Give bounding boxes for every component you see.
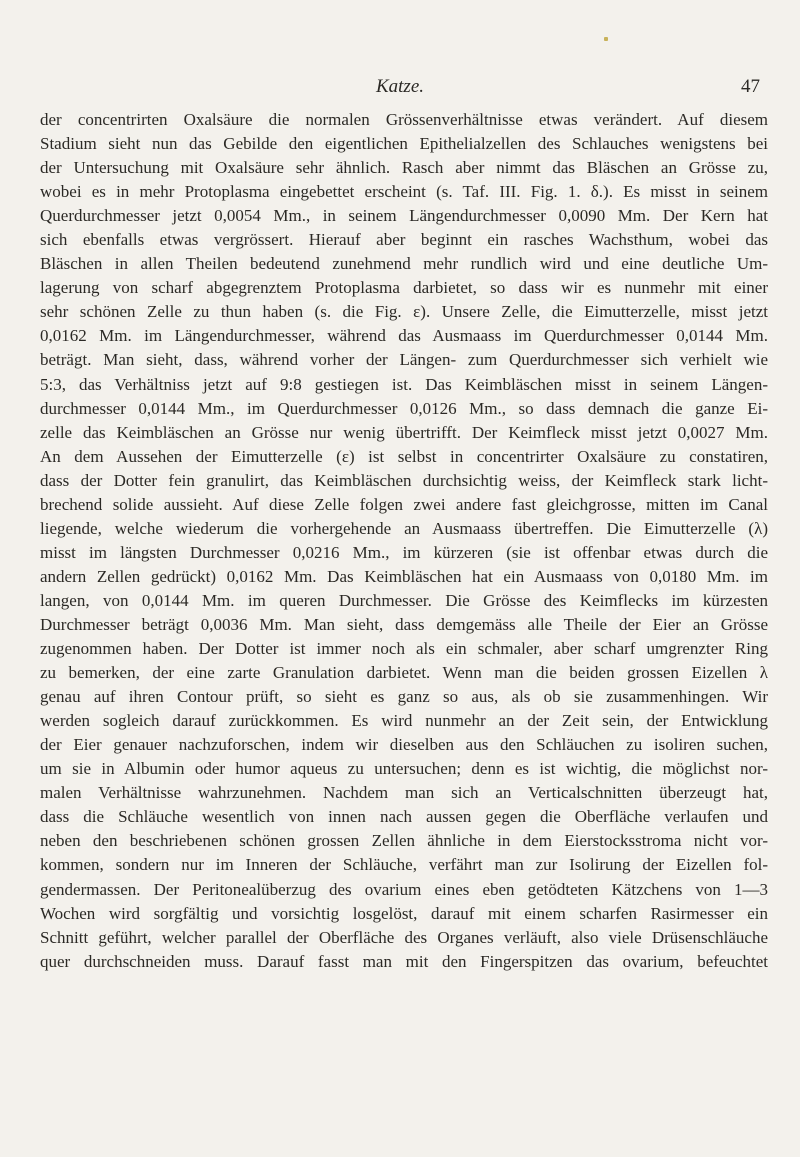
page-title: Katze. <box>375 76 425 97</box>
text-line: Schnitt geführt, welcher parallel der Oberfläche des Organes verläuft, also viele Drüsenschläuche <box>40 927 768 947</box>
text-line: beträgt. Man sieht, dass, während vorher der Längen- zum Querdurchmesser sich verhielt wie <box>40 350 768 370</box>
text-line: sich ebenfalls etwas vergrössert. Hierauf aber beginnt ein rasches Wachsthum, wobei das <box>40 230 768 250</box>
text-line: neben den beschriebenen schönen grossen Zellen ähnliche in dem Eierstocksstroma nicht vor- <box>40 831 768 851</box>
text-line: dass die Schläuche wesentlich von innen nach aussen gegen die Oberfläche verlaufen und <box>40 807 768 827</box>
text-line: zu bemerken, der eine zarte Granulation darbietet. Wenn man die beiden grossen Eizellen λ <box>40 663 768 683</box>
text-line: der concentrirten Oxalsäure die normalen Grössenverhältnisse etwas verändert. Auf diesem <box>40 110 768 129</box>
text-line: wobei es in mehr Protoplasma eingebettet erscheint (s. Taf. III. Fig. 1. δ.). Es misst in seinem <box>40 182 768 202</box>
running-head <box>40 76 760 102</box>
text-line: kommen, sondern nur im Inneren der Schläuche, verfährt man zur Isolirung der Eizellen fol- <box>40 855 768 875</box>
text-line: der Eier genauer nachzuforschen, indem wir dieselben aus den Schläuchen zu isoliren suchen, <box>40 735 768 755</box>
text-line: andern Zellen gedrückt) 0,0162 Mm. Das Keimbläschen hat ein Ausmaass von 0,0180 Mm. im <box>40 566 768 586</box>
text-line: 5:3, das Verhältniss jetzt auf 9:8 gestiegen ist. Das Keimbläschen misst in seinem Längen- <box>40 374 768 394</box>
text-line: Bläschen in allen Theilen bedeutend zunehmend mehr rundlich wird und eine deutliche Um- <box>40 254 768 274</box>
text-line: Wochen wird sorgfältig und vorsichtig losgelöst, darauf mit einem scharfen Rasirmesser ein <box>40 903 768 923</box>
text-line: lagerung von scharf abgegrenztem Protoplasma darbietet, so dass wir es nunmehr mit einer <box>40 278 768 298</box>
text-line: gendermassen. Der Peritonealüberzug des ovarium eines eben getödteten Kätzchens von 1—3 <box>40 879 768 899</box>
text-line: genau auf ihren Contour prüft, so sieht es ganz so aus, als ob sie zusammenhingen. Wir <box>40 687 768 707</box>
text-line: der Untersuchung mit Oxalsäure sehr ähnlich. Rasch aber nimmt das Bläschen an Grösse zu, <box>40 158 768 178</box>
text-line: sehr schönen Zelle zu thun haben (s. die Fig. ε). Unsere Zelle, die Eimutterzelle, misst jetzt <box>40 302 768 322</box>
text-line: durchmesser 0,0144 Mm., im Querdurchmesser 0,0126 Mm., so dass demnach die ganze Ei- <box>40 398 768 418</box>
text-line: brechend solide aussieht. Auf diese Zelle folgen zwei andere fast gleichgrosse, mitten im Canal <box>40 494 768 514</box>
text-line: misst im längsten Durchmesser 0,0216 Mm., im kürzeren (sie ist offenbar etwas durch die <box>40 542 768 562</box>
text-line: Durchmesser beträgt 0,0036 Mm. Man sieht, dass demgemäss alle Theile der Eier an Grösse <box>40 614 768 634</box>
text-line: 0,0162 Mm. im Längendurchmesser, während das Ausmaass im Querdurchmesser 0,0144 Mm. <box>40 326 768 346</box>
page-number: 47 <box>741 76 760 97</box>
text-line: werden sogleich darauf zurückkommen. Es wird nunmehr an der Zeit sein, der Entwicklung <box>40 711 768 731</box>
text-line: langen, von 0,0144 Mm. im queren Durchmesser. Die Grösse des Keimflecks im kürzesten <box>40 590 768 610</box>
ink-spot <box>604 37 608 41</box>
text-line: um sie in Albumin oder humor aqueus zu untersuchen; denn es ist wichtig, die möglichst nor- <box>40 759 768 779</box>
text-line: liegende, welche wiederum die vorhergehende an Ausmaass übertreffen. Die Eimutterzelle (λ) <box>40 518 768 538</box>
text-line: Stadium sieht nun das Gebilde den eigentlichen Epithelialzellen des Schlauches wenigstens bei <box>40 134 768 154</box>
text-line: malen Verhältnisse wahrzunehmen. Nachdem man sich an Verticalschnitten überzeugt hat, <box>40 783 768 803</box>
text-line: zugenommen haben. Der Dotter ist immer noch als ein schmaler, aber scharf umgrenzter Ring <box>40 639 768 659</box>
text-line: quer durchschneiden muss. Darauf fasst man mit den Fingerspitzen das ovarium, befeuchtet <box>40 951 768 971</box>
body-paragraph <box>40 108 768 974</box>
text-line: zelle das Keimbläschen an Grösse nur wenig übertrifft. Der Keimfleck misst jetzt 0,0027 Mm. <box>40 422 768 442</box>
text-line: Querdurchmesser jetzt 0,0054 Mm., in seinem Längendurchmesser 0,0090 Mm. Der Kern hat <box>40 206 768 226</box>
text-line: dass der Dotter fein granulirt, das Keimbläschen durchsichtig weiss, der Keimfleck stark licht- <box>40 470 768 490</box>
text-line: An dem Aussehen der Eimutterzelle (ε) ist selbst in concentrirter Oxalsäure zu constatiren, <box>40 446 768 466</box>
